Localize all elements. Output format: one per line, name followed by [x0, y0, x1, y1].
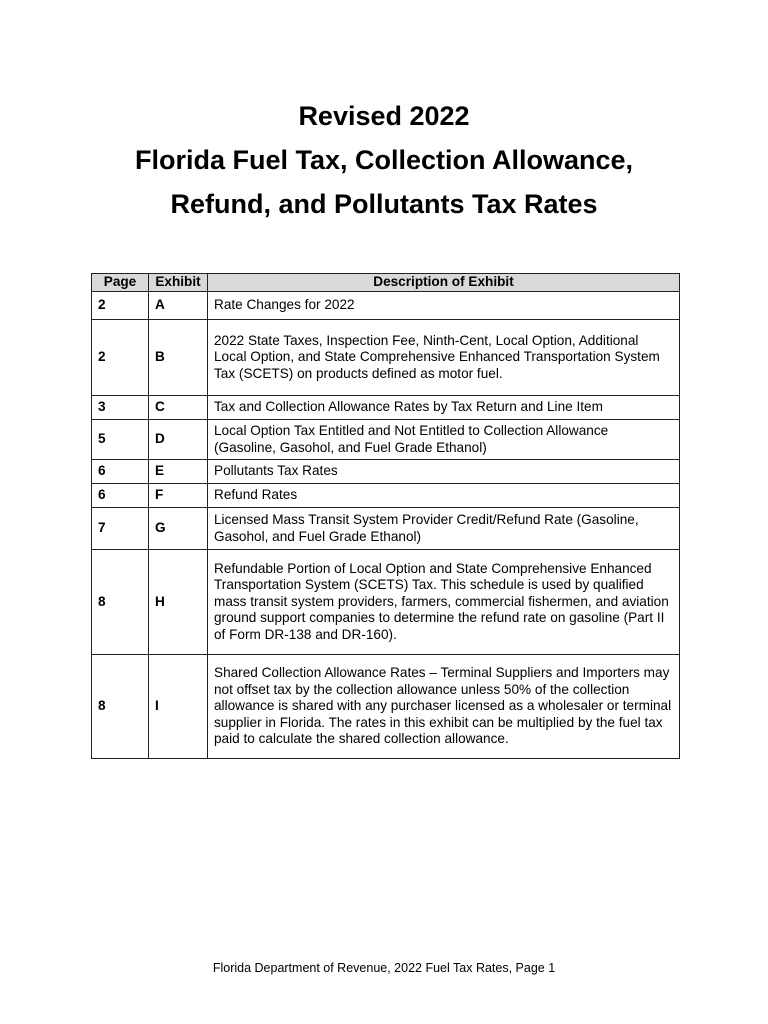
row-description: Refund Rates	[208, 484, 680, 508]
table-row	[92, 508, 680, 550]
row-exhibit: A	[149, 292, 208, 320]
row-description: Shared Collection Allowance Rates – Terminal Suppliers and Importers may not offset tax by the collection allowance unless 50% of the collection allowance is shared with any purchaser licensed as a wholesaler or terminal supplier in Florida. The rates in this exhibit can be multiplied by the fuel tax paid to calculate the shared collection allowance.	[208, 655, 680, 759]
row-page: 8	[92, 655, 149, 759]
row-description: 2022 State Taxes, Inspection Fee, Ninth-Cent, Local Option, Additional Local Option, and State Comprehensive Enhanced Transportation System Tax (SCETS) on products defined as motor fuel.	[208, 320, 680, 396]
row-description: Local Option Tax Entitled and Not Entitled to Collection Allowance (Gasoline, Gasohol, and Fuel Grade Ethanol)	[208, 420, 680, 460]
row-exhibit: H	[149, 550, 208, 655]
title-line-1: Revised 2022	[298, 101, 470, 131]
row-page: 2	[92, 292, 149, 320]
document-title	[0, 94, 768, 226]
table-row	[92, 320, 680, 396]
row-exhibit: F	[149, 484, 208, 508]
row-page: 7	[92, 508, 149, 550]
row-page: 8	[92, 550, 149, 655]
row-description: Pollutants Tax Rates	[208, 460, 680, 484]
row-page: 6	[92, 460, 149, 484]
header-exhibit: Exhibit	[149, 274, 208, 292]
table-header-row	[92, 274, 680, 292]
row-exhibit: C	[149, 396, 208, 420]
row-page: 6	[92, 484, 149, 508]
table-row	[92, 420, 680, 460]
title-line-3: Refund, and Pollutants Tax Rates	[170, 189, 598, 219]
page-footer: Florida Department of Revenue, 2022 Fuel Tax Rates, Page 1	[212, 961, 556, 975]
table-row	[92, 292, 680, 320]
table-row	[92, 396, 680, 420]
row-page: 2	[92, 320, 149, 396]
row-description: Refundable Portion of Local Option and State Comprehensive Enhanced Transportation System (SCETS) Tax. This schedule is used by qualified mass transit system providers, farmers, commercial fishermen, and aviation ground support companies to determine the refund rate on gasoline (Part II of Form DR-138 and DR-160).	[208, 550, 680, 655]
row-exhibit: D	[149, 420, 208, 460]
table-row	[92, 550, 680, 655]
title-line-2: Florida Fuel Tax, Collection Allowance,	[134, 145, 634, 175]
header-description: Description of Exhibit	[208, 274, 680, 292]
row-description: Licensed Mass Transit System Provider Credit/Refund Rate (Gasoline, Gasohol, and Fuel Grade Ethanol)	[208, 508, 680, 550]
row-exhibit: G	[149, 508, 208, 550]
row-exhibit: E	[149, 460, 208, 484]
table-row	[92, 460, 680, 484]
table-row	[92, 655, 680, 759]
exhibit-table	[91, 273, 680, 759]
header-page: Page	[92, 274, 149, 292]
row-description: Rate Changes for 2022	[208, 292, 680, 320]
row-exhibit: B	[149, 320, 208, 396]
row-page: 5	[92, 420, 149, 460]
row-description: Tax and Collection Allowance Rates by Tax Return and Line Item	[208, 396, 680, 420]
row-exhibit: I	[149, 655, 208, 759]
table-row	[92, 484, 680, 508]
row-page: 3	[92, 396, 149, 420]
